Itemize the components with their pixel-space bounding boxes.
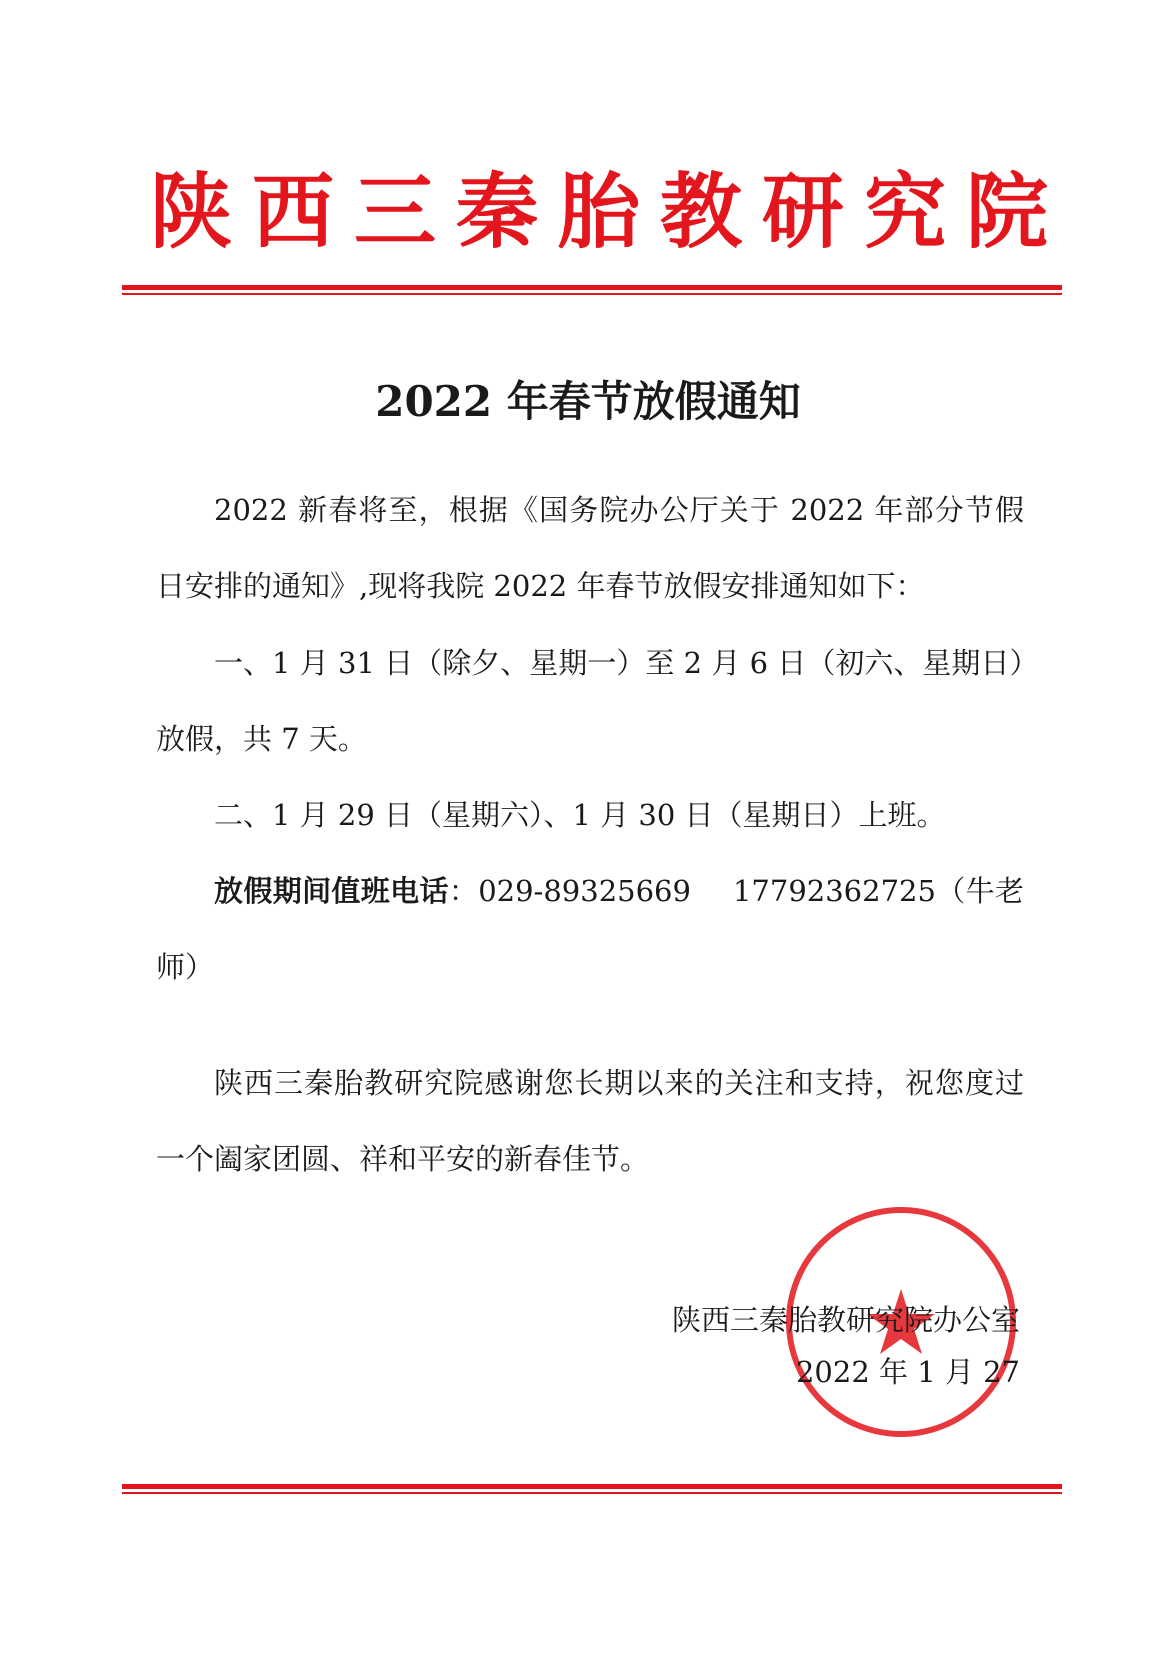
top-red-divider [122,285,1062,295]
duty-phone-line [156,853,1024,1005]
paragraph-text: 2022 新春将至，根据《国务院办公厅关于 2022 年部分节假日安排的通知》,现将我院 2022 年春节放假安排通知如下： [156,493,1024,603]
duty-phone-label: 放假期间值班电话 [214,874,449,908]
signature-organization: 陕西三秦胎教研究院办公室 [671,1303,1020,1337]
signature-date: 2022 年 1 月 27 [795,1355,1020,1389]
notice-paragraph-intro [156,472,1024,624]
duty-phone-number-2: 17792362725（牛老师） [156,874,1024,984]
notice-paragraph-holiday [156,625,1024,777]
institute-name-heading: 陕西三秦胎教研究院 [150,165,1069,260]
paragraph-text: 一、1 月 31 日（除夕、星期一）至 2 月 6 日（初六、星期日）放假，共 7 天。 [156,646,1024,756]
notice-duty-phone [156,853,1024,1005]
paragraph-text: 二、1 月 29 日（星期六）、1 月 30 日（星期日）上班。 [214,798,946,832]
notice-paragraph-workdays [156,777,1024,853]
notice-title: 2022 年春节放假通知 [375,377,801,426]
notice-paragraph-greeting [156,1045,1024,1197]
duty-phone-number-1: ：029-89325669 [448,874,691,908]
paragraph-text: 陕西三秦胎教研究院感谢您长期以来的关注和支持，祝您度过一个阖家团圆、祥和平安的新春佳节。 [156,1066,1024,1176]
bottom-red-divider [122,1484,1062,1494]
